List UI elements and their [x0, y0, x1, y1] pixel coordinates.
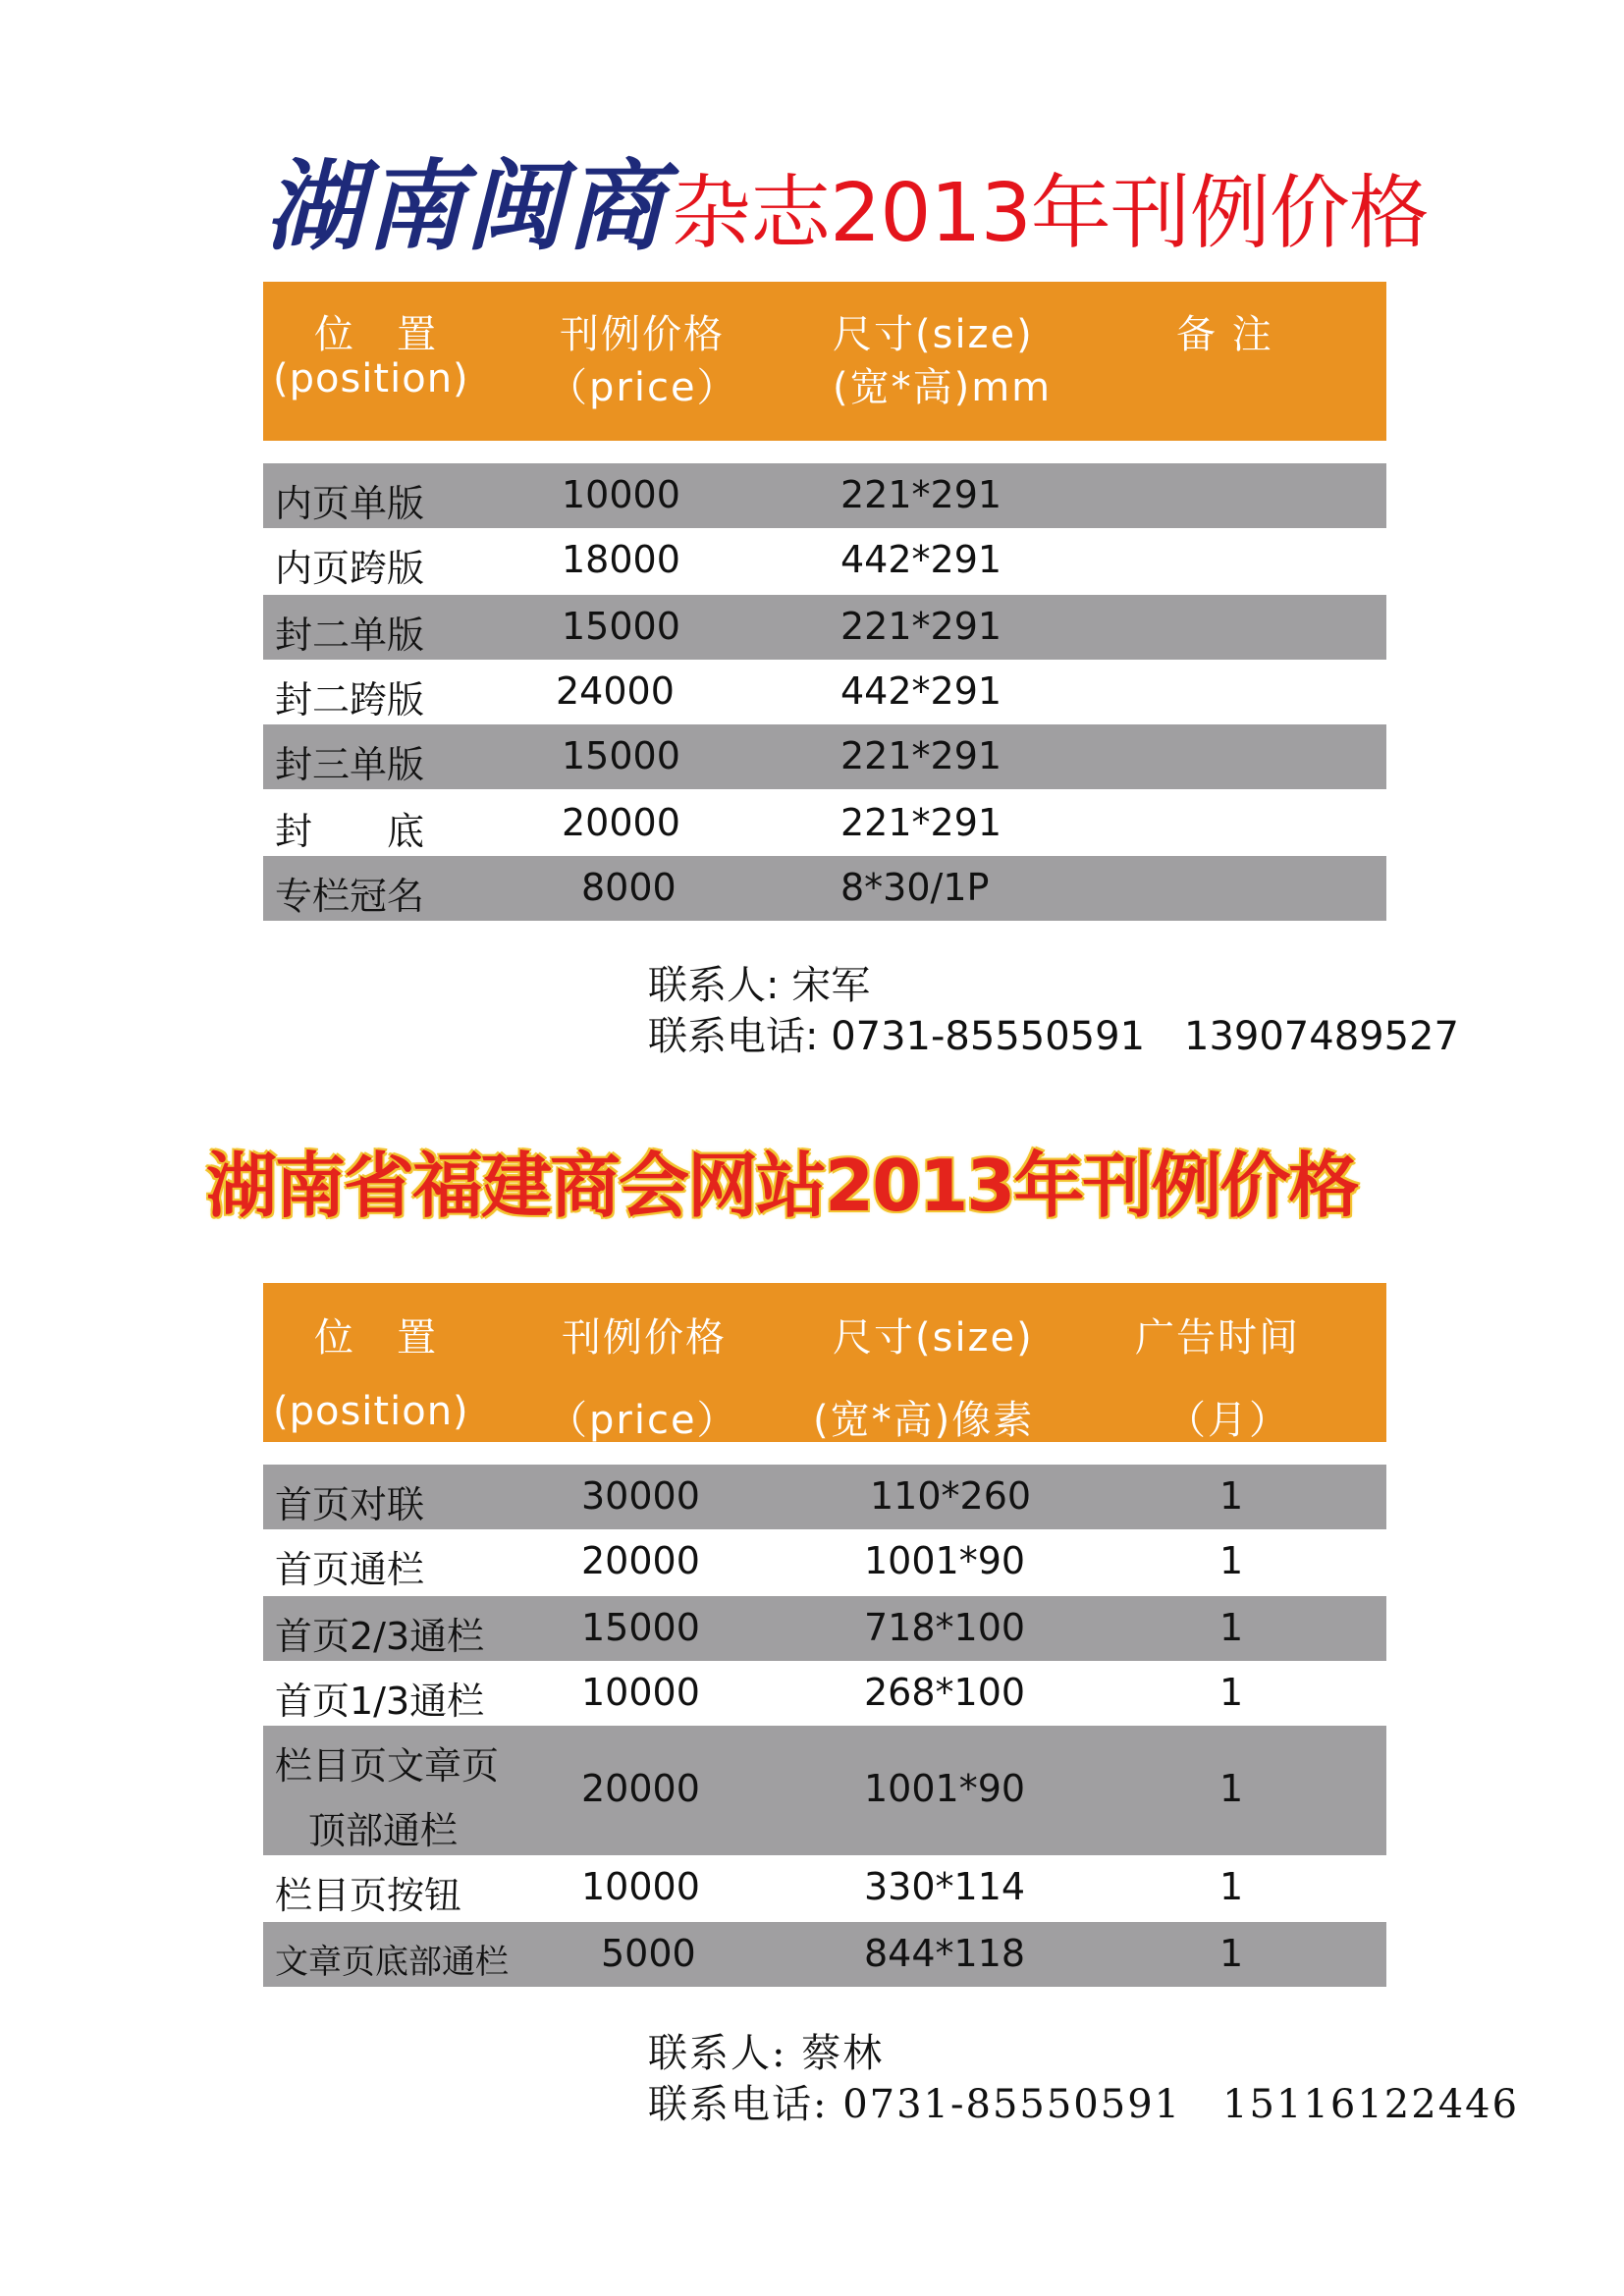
cell-position: 首页通栏: [275, 1548, 425, 1591]
cell-price: 20000: [581, 1767, 700, 1810]
table-row: [263, 1529, 1386, 1594]
cell-size: 330*114: [864, 1865, 1026, 1908]
cell-price: 20000: [562, 801, 680, 844]
table-row: [263, 1855, 1386, 1920]
cell-price: 24000: [556, 669, 675, 713]
cell-price: 15000: [562, 605, 680, 648]
cell-position: 首页对联: [275, 1483, 425, 1526]
header-size: 尺寸(size): [833, 1315, 1034, 1361]
cell-size: 110*260: [870, 1474, 1032, 1518]
table-row: [263, 856, 1386, 921]
cell-position: 栏目页文章页: [275, 1744, 500, 1788]
cell-position: 封三单版: [275, 743, 425, 786]
website-contact: [648, 2028, 1519, 2130]
table-row: [263, 463, 1386, 528]
header-time: 广告时间: [1135, 1315, 1300, 1361]
table-row: [263, 1596, 1386, 1661]
website-title: 湖南省福建商会网站2013年刊例价格: [206, 1145, 1358, 1227]
header-size: 尺寸(size): [833, 312, 1034, 357]
cell-price: 5000: [601, 1932, 696, 1975]
cell-position: 内页跨版: [275, 547, 425, 590]
cell-size: 221*291: [840, 801, 1002, 844]
cell-size: 221*291: [840, 734, 1002, 777]
cell-months: 1: [1219, 1539, 1244, 1582]
cell-months: 1: [1219, 1932, 1244, 1975]
header-position: 位 置: [314, 312, 438, 357]
table-row: [263, 595, 1386, 660]
cell-price: 10000: [581, 1671, 700, 1714]
table-row: [263, 1661, 1386, 1726]
cell-position: 首页1/3通栏: [275, 1680, 485, 1723]
contact-phone: 联系电话: 0731-85550591 13907489527: [648, 1014, 1459, 1059]
table-row: [263, 724, 1386, 789]
cell-size: 268*100: [864, 1671, 1026, 1714]
cell-size: 1001*90: [864, 1767, 1026, 1810]
cell-price: 10000: [562, 473, 680, 516]
header-price-en: （price）: [548, 365, 738, 410]
header-time-unit: （月）: [1166, 1398, 1290, 1443]
header-size-unit: (宽*高)mm: [833, 365, 1053, 410]
cell-price: 10000: [581, 1865, 700, 1908]
contact-phone: 联系电话: 0731-85550591 15116122446: [648, 2082, 1520, 2127]
cell-position: 文章页底部通栏: [275, 1943, 509, 1982]
cell-price: 18000: [562, 538, 680, 581]
cell-size: 221*291: [840, 473, 1002, 516]
cell-months: 1: [1219, 1606, 1244, 1649]
cell-position: 首页2/3通栏: [275, 1615, 485, 1658]
cell-position-line2: 顶部通栏: [308, 1809, 459, 1852]
header-size-unit: (宽*高)像素: [813, 1398, 1035, 1443]
table-row: [263, 1922, 1386, 1987]
magazine-table-header: [263, 282, 1386, 441]
magazine-title-text: 杂志2013年刊例价格: [671, 167, 1429, 260]
header-position: 位 置: [314, 1315, 438, 1361]
cell-months: 1: [1219, 1474, 1244, 1518]
cell-months: 1: [1219, 1767, 1244, 1810]
header-position-en: (position): [273, 1389, 469, 1434]
header-price: 刊例价格: [560, 312, 725, 357]
cell-size: 442*291: [840, 538, 1002, 581]
header-note: 备 注: [1176, 312, 1273, 357]
cell-position: 内页单版: [275, 482, 425, 525]
cell-price: 15000: [581, 1606, 700, 1649]
cell-price: 8000: [581, 866, 677, 909]
cell-size: 221*291: [840, 605, 1002, 648]
cell-position: 封 底: [275, 810, 425, 853]
cell-position: 栏目页按钮: [275, 1874, 462, 1917]
header-price-en: （price）: [548, 1398, 738, 1443]
cell-size: 844*118: [864, 1932, 1026, 1975]
cell-position: 封二单版: [275, 614, 425, 657]
cell-size: 718*100: [864, 1606, 1026, 1649]
cell-price: 15000: [562, 734, 680, 777]
cell-size: 8*30/1P: [840, 866, 990, 909]
cell-position: 封二跨版: [275, 678, 425, 721]
table-row: [263, 1726, 1386, 1855]
table-row: [263, 660, 1386, 724]
table-row: [263, 791, 1386, 856]
cell-size: 1001*90: [864, 1539, 1026, 1582]
table-row: [263, 528, 1386, 593]
cell-months: 1: [1219, 1671, 1244, 1714]
magazine-contact: [648, 960, 1459, 1062]
magazine-brand-logo: 湖南闽商: [265, 148, 666, 264]
cell-price: 30000: [581, 1474, 700, 1518]
header-price: 刊例价格: [562, 1315, 727, 1361]
table-row: [263, 1465, 1386, 1529]
magazine-title: [265, 128, 1429, 264]
contact-person: 联系人: 蔡林: [648, 2031, 885, 2076]
contact-person: 联系人: 宋军: [648, 963, 871, 1008]
website-table-header: [263, 1283, 1386, 1442]
cell-price: 20000: [581, 1539, 700, 1582]
header-position-en: (position): [273, 356, 469, 401]
cell-position: 专栏冠名: [275, 875, 425, 918]
cell-size: 442*291: [840, 669, 1002, 713]
cell-months: 1: [1219, 1865, 1244, 1908]
